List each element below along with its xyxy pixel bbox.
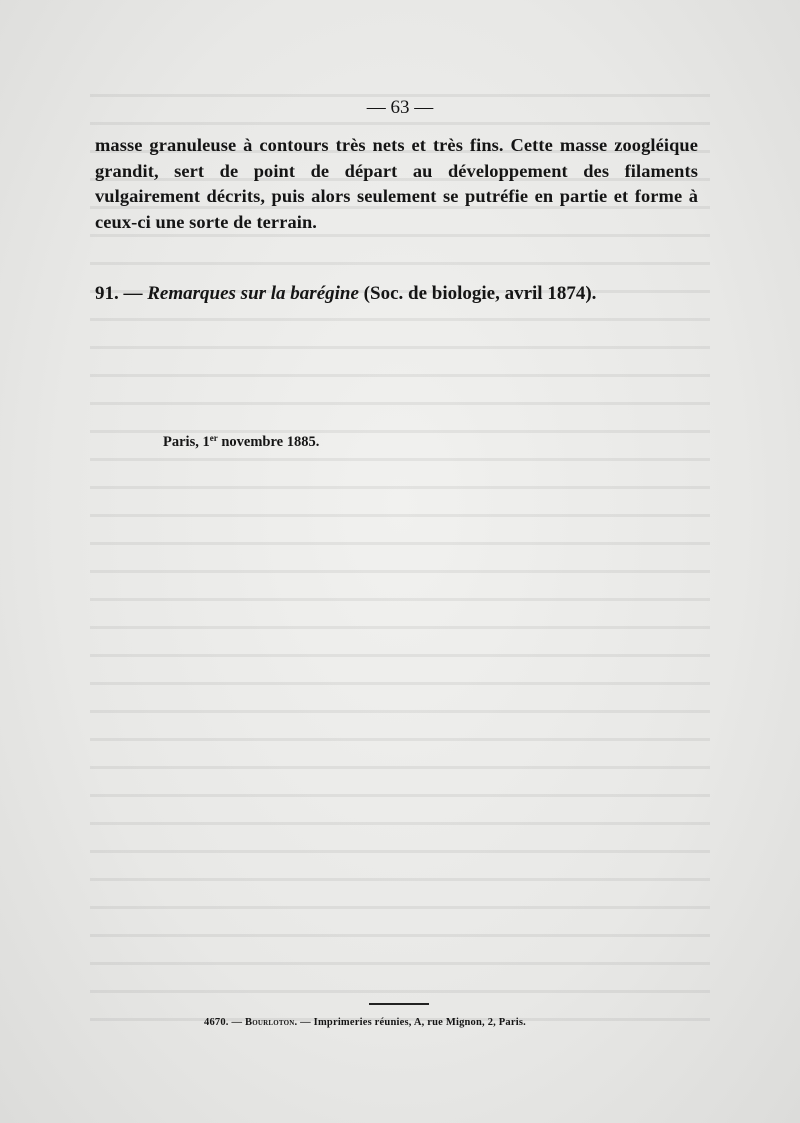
imprint-printer-name: Bourloton. xyxy=(244,1017,298,1028)
page-number: — 63 — xyxy=(366,97,434,118)
entry-title: Remarques sur la barégine xyxy=(147,283,359,304)
printer-imprint xyxy=(204,1016,526,1030)
signoff-city: Paris, 1 xyxy=(163,434,210,450)
place-date-signoff xyxy=(163,429,319,451)
imprint-divider-rule xyxy=(369,1003,429,1005)
entry-source: (Soc. de biologie, avril 1874). xyxy=(363,283,597,304)
body-paragraph: masse granuleuse à contours très nets et très fins. Cette masse zoogléique grandit, sert de point de départ au développement des filaments vulgairement décrits, puis alors seulement se putréfie en partie et forme à ceux-ci une sorte de terrain. xyxy=(95,135,698,232)
signoff-ordinal: er xyxy=(209,433,218,443)
imprint-address: — Imprimeries réunies, A, rue Mignon, 2, Paris. xyxy=(300,1017,526,1028)
entry-dash: — xyxy=(123,283,143,304)
signoff-date: novembre 1885. xyxy=(217,434,320,450)
entry-number: 91. xyxy=(95,283,119,304)
imprint-job-number: 4670. — xyxy=(204,1017,243,1028)
bibliography-entry xyxy=(95,281,715,307)
